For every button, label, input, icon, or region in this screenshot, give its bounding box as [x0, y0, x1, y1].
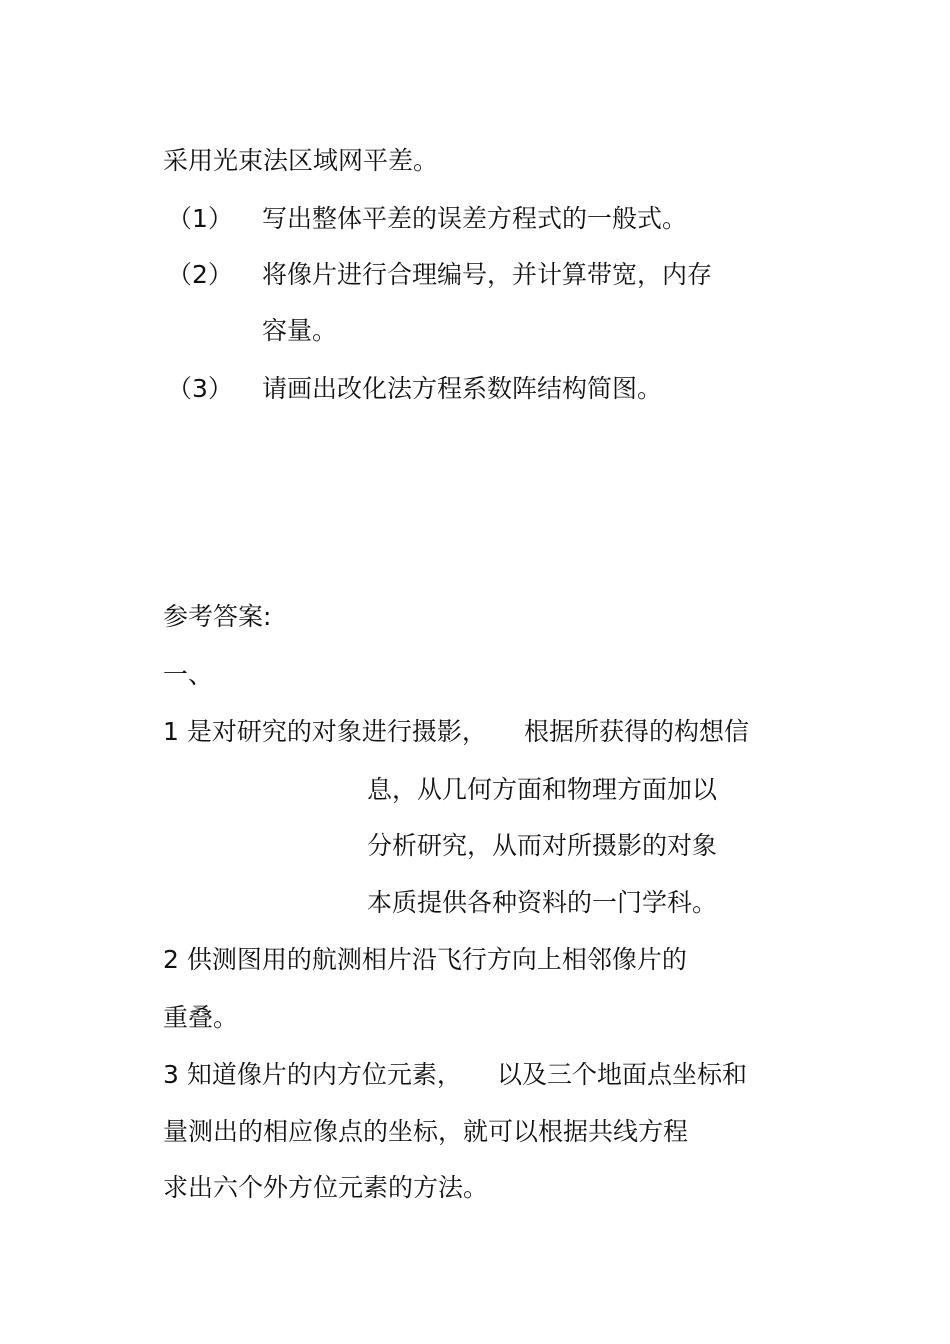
item-1-number: （1） — [167, 204, 233, 233]
item-2-continuation: 容量。 — [262, 316, 338, 345]
item-2-text: 将像片进行合理编号，并计算带宽，内存 — [262, 260, 713, 289]
item-1-text: 写出整体平差的误差方程式的一般式。 — [262, 204, 688, 233]
answer-1-lead: 1 是对研究的对象进行摄影， — [163, 717, 487, 746]
answer-1-line-4: 本质提供各种资料的一门学科。 — [367, 888, 718, 917]
item-3-number: （3） — [167, 374, 233, 403]
answer-2-line-1: 2 供测图用的航测相片沿飞行方向上相邻像片的 — [163, 945, 687, 974]
answers-section-marker: 一、 — [163, 660, 214, 689]
answers-heading: 参考答案: — [163, 602, 272, 631]
answer-1-line-2: 息，从几何方面和物理方面加以 — [367, 775, 718, 804]
answer-1-rest: 根据所获得的构想信 — [524, 717, 750, 746]
answer-3-line-2: 量测出的相应像点的坐标，就可以根据共线方程 — [163, 1117, 689, 1146]
item-2-number: （2） — [167, 260, 233, 289]
answer-3-rest: 以及三个地面点坐标和 — [497, 1060, 748, 1089]
answer-3-line-3: 求出六个外方位元素的方法。 — [163, 1173, 489, 1202]
answer-3-lead: 3 知道像片的内方位元素， — [163, 1060, 462, 1089]
answer-1-line-3: 分析研究，从而对所摄影的对象 — [367, 831, 718, 860]
answer-2-line-2: 重叠。 — [163, 1003, 239, 1032]
item-3-text: 请画出改化法方程系数阵结构简图。 — [262, 374, 663, 403]
question-intro: 采用光束法区域网平差。 — [163, 146, 439, 175]
